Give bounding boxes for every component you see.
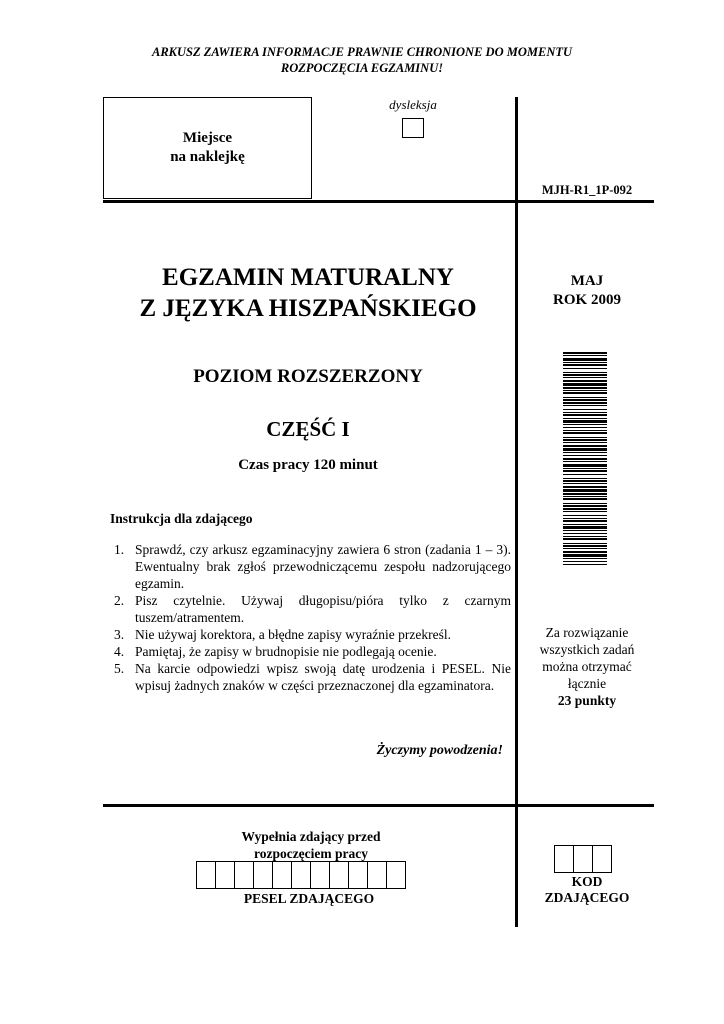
barcode-bar [563,538,607,540]
barcode-bar [563,470,607,472]
barcode-bar [563,412,607,413]
top-divider [103,200,654,203]
barcode-bar [563,399,607,401]
barcode-bar [563,524,607,525]
pesel-label: PESEL ZDAJĄCEGO [243,891,375,906]
instruction-text: Pamiętaj, że zapisy w brudnopisie nie podlegają ocenie. [135,644,437,659]
instruction-text: Sprawdź, czy arkusz egzaminacyjny zawiera 6 stron (zadania 1 – 3). Ewentualny brak zgłoś przewodniczącemu zespołu nadzorującego egzamin. [135,542,511,591]
barcode-bar [563,414,607,416]
barcode-bar [563,405,607,406]
barcode-bar [563,533,607,534]
vertical-divider [515,97,518,927]
pesel-digit-cell[interactable] [310,861,330,889]
barcode-bar [563,392,607,394]
barcode-bar [563,445,607,447]
barcode-bar [563,452,607,453]
barcode-bar [563,458,607,460]
instruction-item [110,541,511,592]
pesel-digit-cell[interactable] [329,861,349,889]
barcode-bar [563,520,607,522]
barcode-bar [563,543,607,544]
points-line4: łącznie [567,676,607,691]
barcode-bar [563,383,607,386]
exam-date [520,272,654,310]
barcode-bar [563,518,607,519]
pesel-digit-cell[interactable] [234,861,254,889]
instruction-number: 4. [114,644,125,659]
pesel-digit-cell[interactable] [386,861,406,889]
pesel-digit-cell[interactable] [253,861,273,889]
kod-label [520,874,654,906]
pesel-input[interactable] [196,861,406,889]
barcode-bar [563,418,607,419]
legal-notice-line2: ROZPOCZĘCIA EGZAMINU! [280,61,444,75]
barcode-bar [563,409,607,410]
sticker-line2: na naklejkę [170,149,245,165]
barcode-bar [563,558,607,559]
barcode-bar [563,374,607,376]
barcode-bar [563,496,607,497]
barcode-bar [563,503,607,504]
instruction-text: Nie używaj korektora, a błędne zapisy wyraźnie przekreśl. [135,627,451,642]
fill-instruction-line1: Wypełnia zdający przed [241,829,381,844]
barcode-bar [563,424,607,425]
pesel-digit-cell[interactable] [272,861,292,889]
barcode-bar [563,352,607,354]
barcode-bar [563,368,607,369]
barcode-bar [563,387,607,389]
points-info [520,624,654,709]
barcode-bar [563,468,607,469]
barcode-bar [563,515,607,516]
barcode-bar [563,505,607,507]
legal-notice [0,44,724,76]
barcode-bar [563,439,607,441]
kod-digit-cell[interactable] [554,845,574,873]
barcode-bar [563,474,607,475]
good-luck-wish: Życzymy powodzenia! [376,743,503,758]
barcode-bar [563,548,607,549]
instruction-item [110,626,511,643]
kod-digit-cell[interactable] [573,845,593,873]
barcode-bar [563,498,607,500]
barcode-bar [563,561,607,562]
instruction-item [110,592,511,626]
barcode-bar [563,448,607,451]
barcode-bar [563,536,607,537]
barcode-bar [563,442,607,443]
instruction-item [110,660,511,694]
instruction-text: Na karcie odpowiedzi wpisz swoją datę urodzenia i PESEL. Nie wpisuj żadnych znaków w części przeznaczonej dla egzaminatora. [135,661,511,693]
instructions-heading: Instrukcja dla zdającego [110,511,253,526]
instructions-list [110,541,511,694]
pesel-digit-cell[interactable] [196,861,216,889]
barcode-bar [563,358,607,361]
exam-time: Czas pracy 120 minut [238,457,378,473]
instruction-text: Pisz czytelnie. Używaj długopisu/pióra tylko z czarnym tuszem/atramentem. [135,593,511,625]
barcode-bar [563,478,607,479]
exam-level: POZIOM ROZSZERZONY [193,366,423,387]
instruction-number: 3. [114,627,125,642]
kod-input[interactable] [554,845,612,873]
instruction-number: 2. [114,593,125,608]
pesel-digit-cell[interactable] [215,861,235,889]
barcode-bar [563,455,607,456]
pesel-digit-cell[interactable] [348,861,368,889]
barcode-bar [563,427,607,428]
barcode-bar [563,489,607,492]
barcode-bar [563,511,607,512]
barcode-bar [563,430,607,431]
barcode-bar [563,554,607,557]
instruction-number: 5. [114,661,125,676]
pesel-digit-cell[interactable] [367,861,387,889]
fill-instruction [200,828,422,862]
barcode-bar [563,362,607,363]
barcode-bar [563,526,607,529]
barcode-bar [563,551,607,553]
points-total: 23 punkty [557,693,617,708]
exam-part: CZĘŚĆ I [266,417,350,441]
barcode-bar [563,464,607,467]
points-line3: można otrzymać [542,659,632,674]
sticker-placeholder [103,97,312,199]
instruction-item [110,643,511,660]
exam-year: ROK 2009 [553,292,621,308]
barcode-bar [563,420,607,423]
barcode-bar [563,483,607,484]
barcode-bar [563,530,607,531]
barcode-bar [563,480,607,482]
barcode-bar [563,380,607,382]
instruction-number: 1. [114,542,125,557]
exam-title [103,262,513,324]
barcode-bar [563,397,607,398]
fill-instruction-line2: rozpoczęciem pracy [253,846,369,861]
exam-title-line2: Z JĘZYKA HISZPAŃSKIEGO [139,295,477,322]
barcode-bar [563,432,607,434]
legal-notice-line1: ARKUSZ ZAWIERA INFORMACJE PRAWNIE CHRONIONE DO MOMENTU [151,45,573,59]
barcode-bar [563,402,607,404]
pesel-digit-cell[interactable] [291,861,311,889]
barcode [563,352,607,565]
barcode-bar [563,564,607,565]
barcode-bar [563,355,607,356]
kod-label-line1: KOD [571,874,603,889]
barcode-bar [563,364,607,366]
barcode-bar [563,372,607,373]
barcode-bar [563,390,607,391]
dyslexia-label: dysleksja [389,97,437,112]
kod-digit-cell[interactable] [592,845,612,873]
points-line2: wszystkich zadań [539,642,635,657]
exam-month: MAJ [570,273,604,289]
barcode-bar [563,461,607,462]
barcode-bar [563,486,607,488]
barcode-bar [563,493,607,495]
dyslexia-checkbox[interactable] [402,118,424,138]
barcode-bar [563,377,607,378]
barcode-bar [563,508,607,510]
kod-label-line2: ZDAJĄCEGO [544,890,630,905]
sticker-line1: Miejsce [182,130,233,146]
exam-code: MJH-R1_1P-092 [541,183,633,197]
exam-title-line1: EGZAMIN MATURALNY [162,264,454,291]
barcode-bar [563,545,607,547]
bottom-divider [103,804,654,807]
barcode-bar [563,437,607,438]
points-line1: Za rozwiązanie [545,625,629,640]
